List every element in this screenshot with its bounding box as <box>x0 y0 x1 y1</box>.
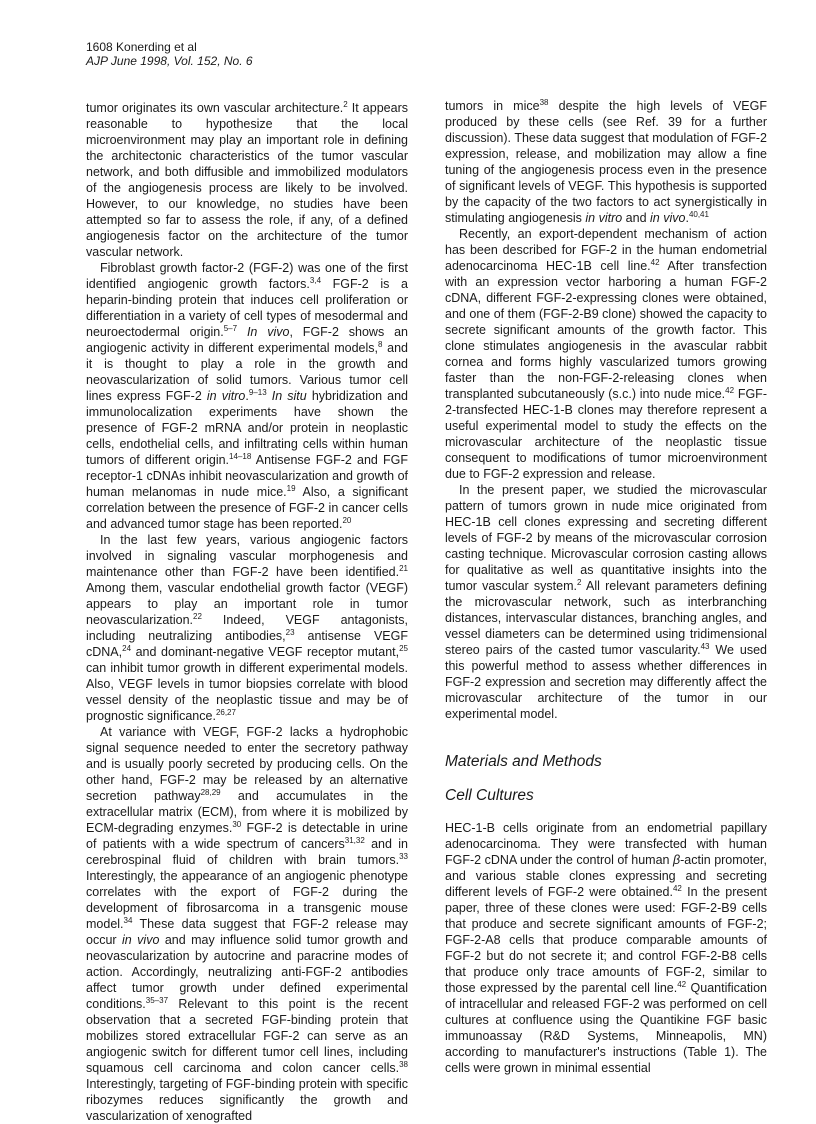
journal-line: AJP June 1998, Vol. 152, No. 6 <box>86 54 253 68</box>
page-number: 1608 <box>86 40 113 54</box>
reference: 30 <box>232 820 242 829</box>
reference: 8 <box>378 340 383 349</box>
reference: 3,4 <box>309 276 322 285</box>
reference: 25 <box>399 644 408 653</box>
reference: 40,41 <box>688 210 709 219</box>
section-heading: Materials and Methods <box>445 753 602 770</box>
reference: 2 <box>577 578 582 587</box>
paragraph: HEC-1-B cells originate from an endometrial papillary adenocarcinoma. They were transfected with human FGF-2 cDNA under the control of human β-actin promoter, and various stable clones expressing and secreting different levels of FGF-2 were obtained.$^{42}$ In the present paper, three of these clones were used: FGF-2-B9 cells that produce and secrete significant amounts of FGF-2; FGF-2-A8 cells that produce comparable amounts of FGF-2 but do not secrete it; and control FGF-2-B8 cells that produce only trace amounts of FGF-2, similar to those expressed by the parental cell line.$^{42}$ Quantification of intracellular and released FGF-2 was performed on cell cultures at confluence using the Quantikine FGF basic immunoassay (R&D Systems, Minneapolis, MN) according to manufacturer's instructions (Table 1). The cells were grown in minimal essential <box>445 821 767 1075</box>
reference: 42 <box>677 980 687 989</box>
reference: 42 <box>650 258 660 267</box>
reference: 24 <box>122 644 132 653</box>
subsection-heading: Cell Cultures <box>445 787 534 804</box>
reference: 35–37 <box>145 996 169 1005</box>
paragraph: tumors in mice$^{38}$ despite the high levels of VEGF produced by these cells (see Ref. 39 for a further discussion). These data suggest that modulation of FGF-2 expression, release, and mobilization may allow a fine tuning of the angiogenesis process even in the presence of significant levels of VEGF. This hypothesis is supported by the capacity of the two factors to act synergistically in stimulating angiogenesis in vitro and in vivo.$^{40,41}$ <box>445 98 767 225</box>
paragraph: In the present paper, we studied the microvascular pattern of tumors grown in nude mice originated from HEC-1B cell clones expressing and secreting different levels of FGF-2 by means of the microvascular corrosion casting technique. Microvascular corrosion casting allows for qualitative as well as quantitative insights into the tumor vascular system.$^2$ All relevant parameters defining the microvascular network, such as interbranching distances, intervascular distances, branching angles, and vessel diameters can be determined using tridimensional stereo pairs of the casted tumor vascularity.$^{43}$ We used this powerful method to assess whether differences in FGF-2 expression and secretion may differently affect the microvascular architecture of the tumor in our experimental model. <box>445 483 767 721</box>
reference: 34 <box>123 916 133 925</box>
reference: 14–18 <box>229 452 252 461</box>
paragraph: Recently, an export-dependent mechanism of action has been described for FGF-2 in the human endometrial adenocarcinoma HEC-1B cell line.$^{42}$ After transfection with an expression vector harboring a human FGF-2 cDNA, different FGF-2-expressing clones were obtained, and one of them (FGF-2-B9 clone) showed the capacity to secrete significant amounts of the growth factor. This clone stimulates angiogenesis in the avascular rabbit cornea and forms highly vascularized tumors growing faster than the non-FGF-2-releasing clones when transplanted subcutaneously (s.c.) into nude mice.$^{42}$ FGF-2-transfected HEC-1-B clones may therefore represent a useful experimental model to study the effects on the microvascular architecture of the neoplastic tissue consequent to modifications of tumor microenvironment due to FGF-2 expression and release. <box>445 227 767 481</box>
paragraph: In the last few years, various angiogenic factors involved in signaling vascular morphogenesis and maintenance other than FGF-2 have been identified.$^{21}$ Among them, vascular endothelial growth factor (VEGF) appears to play an important role in tumor neovascularization.$^{22}$ Indeed, VEGF antagonists, including neutralizing antibodies,$^{23}$ antisense VEGF cDNA,$^{24}$ and dominant-negative VEGF receptor mutant,$^{25}$ can inhibit tumor growth in different experimental models. Also, VEGF levels in tumor biopsies correlate with blood vessel density of the neoplastic tissue and may be of prognostic significance.$^{26,27}$ <box>86 533 408 723</box>
paragraph: Fibroblast growth factor-2 (FGF-2) was one of the first identified angiogenic growth factors.$^{3,4}$ FGF-2 is a heparin-binding protein that induces cell proliferation or differentiation in a variety of cell types of mesodermal and neuroectodermal origin.$^{5-7}$ In vivo, FGF-2 shows an angiogenic activity in different experimental models,$^8$ and it is thought to play a role in the growth and neovascularization of solid tumors. Various tumor cell lines express FGF-2 in vitro.$^{9-13}$ In situ hybridization and immunolocalization experiments have shown the presence of FGF-2 mRNA and/or protein in neoplastic cells, endothelial cells, and infiltrating cells within human tumors of different origin.$^{14-18}$ Antisense FGF-2 and FGF receptor-1 cDNAs inhibit neovascularization and growth of human melanomas in nude mice.$^{19}$ Also, a significant correlation between the presence of FGF-2 in cancer cells and advanced tumor stage has been reported.$^{20}$ <box>86 261 409 531</box>
reference: 42 <box>725 386 735 395</box>
right-column <box>445 98 767 1076</box>
reference: 9–13 <box>248 388 267 397</box>
reference: 42 <box>672 884 682 893</box>
authors: Konerding et al <box>116 40 197 54</box>
reference: 5–7 <box>223 324 238 333</box>
paragraph: tumor originates its own vascular architecture.$^2$ It appears reasonable to hypothesize that the local microenvironment may play an important role in defining the architectonic characteristics of the tumor vascular network, and both diffusible and immobilized modulators of the angiogenesis process are likely to be involved. However, to our knowledge, no studies have been attempted so far to assess the role, if any, of a defined angiogenesis factor on the architecture of the tumor vascular network. <box>86 100 408 259</box>
reference: 38 <box>539 98 549 107</box>
reference: 33 <box>399 852 408 861</box>
reference: 2 <box>343 100 348 109</box>
left-column <box>86 100 408 1124</box>
reference: 23 <box>285 628 295 637</box>
reference: 28,29 <box>200 788 221 797</box>
paragraph: At variance with VEGF, FGF-2 lacks a hydrophobic signal sequence needed to enter the secretory pathway and is usually poorly secreted by producing cells. On the other hand, FGF-2 may be released by an alternative secretion pathway$^{28,29}$ and accumulates in the extracellular matrix (ECM), from where it is mobilized by ECM-degrading enzymes.$^{30}$ FGF-2 is detectable in urine of patients with a wide spectrum of cancers$^{31,32}$ and in cerebrospinal fluid of children with brain tumors.$^{33}$ Interestingly, the appearance of an angiogenic phenotype correlates with the export of FGF-2 during the development of fibrosarcoma in a transgenic mouse model.$^{34}$ These data suggest that FGF-2 release may occur in vivo and may influence solid tumor growth and neovascularization by autocrine and paracrine modes of action. Accordingly, neutralizing anti-FGF-2 antibodies affect tumor growth under defined experimental conditions.$^{35-37}$ Relevant to this point is the recent observation that a secreted FGF-binding protein that mobilizes stored extracellular FGF-2 can serve as an angiogenic switch for different tumor cell lines, including squamous cell carcinoma and colon cancer cells.$^{38}$ Interestingly, targeting of FGF-binding protein with specific ribozymes reduces significantly the growth and vascularization of xenografted <box>86 725 409 1123</box>
reference: 21 <box>399 564 408 573</box>
reference: 31,32 <box>344 836 365 845</box>
reference: 22 <box>193 612 202 621</box>
header-line-1 <box>86 40 253 54</box>
reference: 19 <box>286 484 296 493</box>
reference: 26,27 <box>215 708 236 717</box>
reference: 20 <box>342 516 352 525</box>
reference: 43 <box>700 642 710 651</box>
running-header <box>86 40 253 68</box>
reference: 38 <box>399 1060 408 1069</box>
